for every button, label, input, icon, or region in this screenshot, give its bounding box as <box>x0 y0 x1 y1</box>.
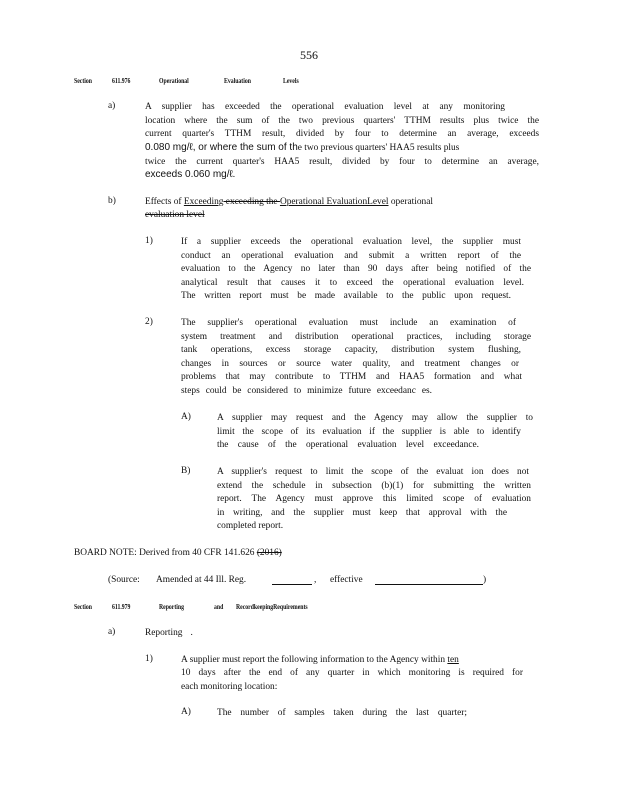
text-line: The supplier's operational evaluation must include an examination of <box>181 318 516 328</box>
text-line: problems that may contribute to TTHM and HAA5 formation and what <box>181 372 522 382</box>
text-line: tank operations, excess storage capacity, distribution system flushing, <box>181 345 521 355</box>
paragraph-label: 2) <box>145 317 153 327</box>
clause-label: B) <box>181 466 191 476</box>
text-line: The written report must be made available to the public upon request. <box>181 291 511 301</box>
text-line: in writing, and the supplier must keep that approval with the <box>217 508 507 518</box>
section-title-word: and <box>214 602 224 611</box>
subsection-label: a) <box>108 627 116 637</box>
text-line: steps could be considered to minimize future exceedanc es. <box>181 386 432 396</box>
subsection-label: a) <box>108 101 116 111</box>
clause-A-text: The number of samples taken during the last quarter; <box>217 708 467 718</box>
text-line: system treatment and distribution operational practices, including storage <box>181 332 531 342</box>
blank-line <box>272 575 312 585</box>
text-line: limit the scope of its evaluation if the supplier is able to identify <box>217 427 521 437</box>
struck-text-line: evaluation level <box>145 210 205 220</box>
source-comma: , <box>314 575 317 585</box>
clause-label: A) <box>181 412 191 422</box>
text-line: A supplier may request and the Agency may allow the supplier to <box>217 413 533 423</box>
text-line: location where the sum of the two previous quarters' TTHM results plus twice the <box>145 116 539 126</box>
clause-label: A) <box>181 707 191 717</box>
section-title-word: Evaluation <box>224 76 251 85</box>
text-line: report. The Agency must approve this limited scope of evaluation <box>217 494 531 504</box>
section-title-word: Operational <box>159 76 189 85</box>
text-line: analytical result that causes it to exceed the operational evaluation level. <box>181 278 524 288</box>
section-title-word: Levels <box>283 76 299 85</box>
text-line: conduct an operational evaluation and submit a written report of the <box>181 251 521 261</box>
text-line: A supplier's request to limit the scope of the evaluat ion does not <box>217 467 529 477</box>
section-title-word: RecordkeepingRequirements <box>236 602 308 611</box>
board-note: BOARD NOTE: Derived from 40 CFR 141.626 (2016) <box>74 548 282 558</box>
text-line: 0.080 mg/ℓ, or where the sum of the two previous quarters' HAA5 results plus <box>145 142 460 153</box>
text-line: current quarter's TTHM result, divided by four to determine an average, exceeds <box>145 129 539 139</box>
source-close: ) <box>483 575 487 585</box>
source-open: (Source: <box>108 575 140 585</box>
blank-line <box>375 575 483 585</box>
section-word: Section <box>74 76 92 85</box>
text-line: A supplier must report the following information to the Agency within ten <box>181 655 459 665</box>
section-number: 611.979 <box>112 602 131 611</box>
subsection-title: Reporting . <box>145 628 193 638</box>
section-number: 611.976 <box>112 76 131 85</box>
text-line: twice the current quarter's HAA5 result, divided by four to determine an average, <box>145 157 539 167</box>
paragraph-label: 1) <box>145 236 153 246</box>
paragraph-label: 1) <box>145 654 153 664</box>
text-line: changes in sources or source water quality, and treatment changes or <box>181 359 519 369</box>
source-text: Amended at 44 Ill. Reg. <box>156 575 247 585</box>
section-title-word: Reporting <box>159 602 184 611</box>
section-word: Section <box>74 602 92 611</box>
source-effective: effective <box>330 575 363 585</box>
text-line: the cause of the operational evaluation level exceedance. <box>217 440 479 450</box>
text-line: Effects of Exceeding exceeding the Operational EvaluationLevel operational <box>145 197 434 207</box>
text-line: 10 days after the end of any quarter in which monitoring is required for <box>181 668 523 678</box>
text-line: each monitoring location: <box>181 682 278 692</box>
text-line: A supplier has exceeded the operational evaluation level at any monitoring <box>145 102 505 112</box>
text-line: completed report. <box>217 521 284 531</box>
page-number: 556 <box>300 48 318 62</box>
text-line: exceeds 0.060 mg/ℓ. <box>145 169 236 180</box>
subsection-label: b) <box>108 196 116 206</box>
text-line: If a supplier exceeds the operational evaluation level, the supplier must <box>181 237 521 247</box>
text-line: evaluation to the Agency no later than 90 days after being notified of the <box>181 264 531 274</box>
text-line: extend the schedule in subsection (b)(1) for submitting the written <box>217 481 531 491</box>
